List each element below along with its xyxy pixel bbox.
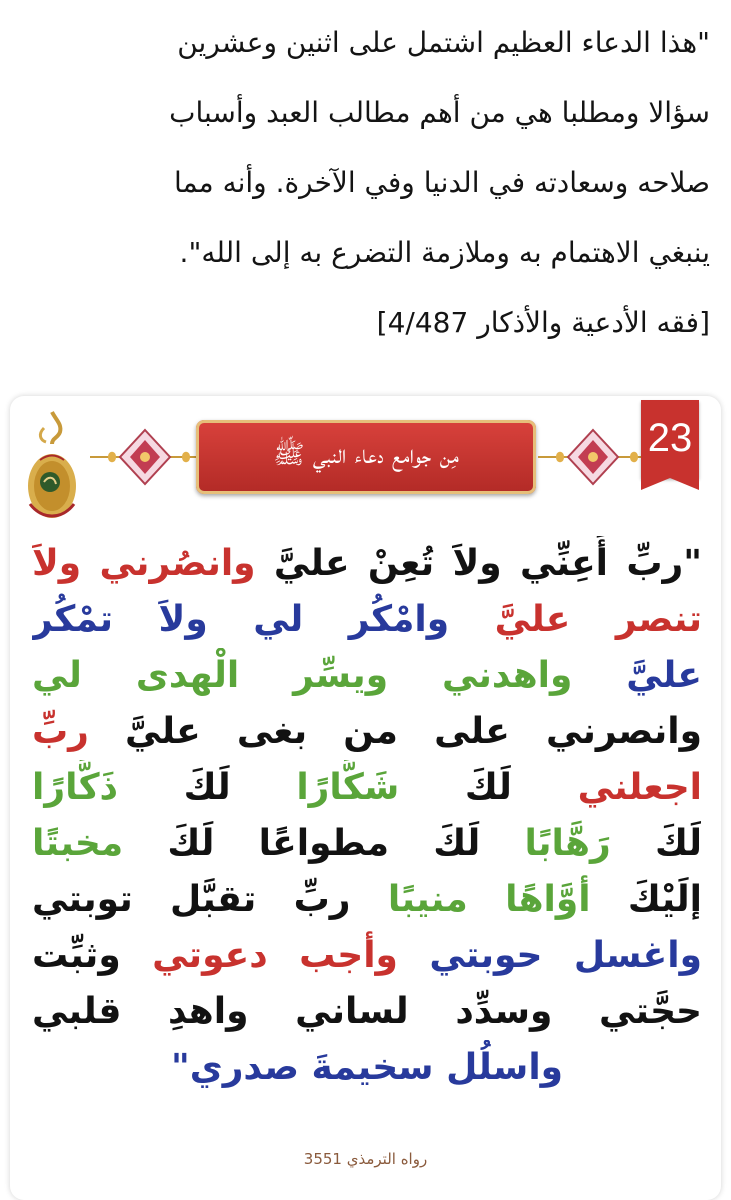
- dua-phrase: ربِّ تقبَّل توبتي: [32, 879, 351, 920]
- intro-line: ينبغي الاهتمام به وملازمة التضرع به إلى الله".: [179, 236, 710, 269]
- dua-phrase: واسلُل سخيمةَ صدري": [170, 1047, 564, 1088]
- banner-title: مِن جوامع دعاء النبي ﷺ: [273, 440, 459, 470]
- floral-ornament-icon: [538, 424, 648, 490]
- dua-line: [32, 1040, 702, 1096]
- dua-phrase: عليَّ: [572, 655, 702, 696]
- intro-line: "هذا الدعاء العظيم اشتمل على اثنين وعشرين: [177, 26, 710, 59]
- dua-phrase: مخبتًا: [32, 823, 124, 864]
- dua-phrase: واهدني ويسِّر الْهدى لي: [32, 655, 573, 696]
- dua-line: [32, 536, 702, 592]
- dua-line: [32, 816, 702, 872]
- intro-citation: [فقه الأدعية والأذكار 4/487]: [376, 306, 710, 339]
- dua-phrase: وانصرني على من بغى عليَّ: [88, 711, 702, 752]
- dua-phrase: وامْكُر لي ولاَ تمْكُر: [32, 599, 450, 640]
- dua-card-image: [10, 396, 721, 1200]
- dua-line: [32, 592, 702, 648]
- dua-phrase: "ربِّ أَعِنِّي ولاَ تُعِنْ عليَّ: [255, 543, 702, 584]
- dua-phrase: وانصُرني ولاَ: [32, 543, 256, 584]
- dua-phrase: لَكَ: [610, 823, 702, 864]
- title-banner: [196, 420, 536, 494]
- floral-ornament-icon: [90, 424, 200, 490]
- dua-phrase: شَكَّارًا: [230, 767, 400, 808]
- dua-line: [32, 872, 702, 928]
- dua-phrase: وأجب دعوتي: [120, 935, 398, 976]
- dua-text: [32, 536, 702, 1096]
- dua-phrase: واغسل حوبتي: [397, 935, 702, 976]
- dua-phrase: لَكَ مطواعًا لَكَ: [123, 823, 481, 864]
- dua-line: [32, 928, 702, 984]
- dua-line: [32, 760, 702, 816]
- dua-phrase: وثبِّت: [32, 935, 121, 976]
- dua-line: [32, 984, 702, 1040]
- dua-phrase: ربِّ: [32, 711, 89, 752]
- dua-phrase: أوَّاهًا منيبًا: [350, 879, 591, 920]
- dua-phrase: تنصر عليَّ: [449, 599, 702, 640]
- intro-line: صلاحه وسعادته في الدنيا وفي الآخرة. وأنه مما: [173, 166, 710, 199]
- dua-phrase: اجعلني: [511, 767, 702, 808]
- dua-line: [32, 704, 702, 760]
- dua-phrase: ذَكَّارًا: [32, 767, 118, 808]
- dua-phrase: رَهَّابًا: [480, 823, 611, 864]
- dua-phrase: إلَيْكَ: [590, 879, 702, 920]
- intro-line: سؤالا ومطلبا هي من أهم مطالب العبد وأسباب: [169, 96, 710, 129]
- dua-phrase: لَكَ: [118, 767, 231, 808]
- badge-number: 23: [647, 416, 693, 460]
- calligraphy-emblem-icon: [22, 408, 82, 528]
- dua-phrase: لَكَ: [399, 767, 512, 808]
- dua-phrase: حجَّتي وسدِّد لساني واهدِ قلبي: [32, 991, 702, 1032]
- intro-text: [30, 8, 710, 358]
- number-badge: [641, 400, 699, 478]
- dua-line: [32, 648, 702, 704]
- hadith-source: رواه الترمذي 3551: [303, 1150, 428, 1168]
